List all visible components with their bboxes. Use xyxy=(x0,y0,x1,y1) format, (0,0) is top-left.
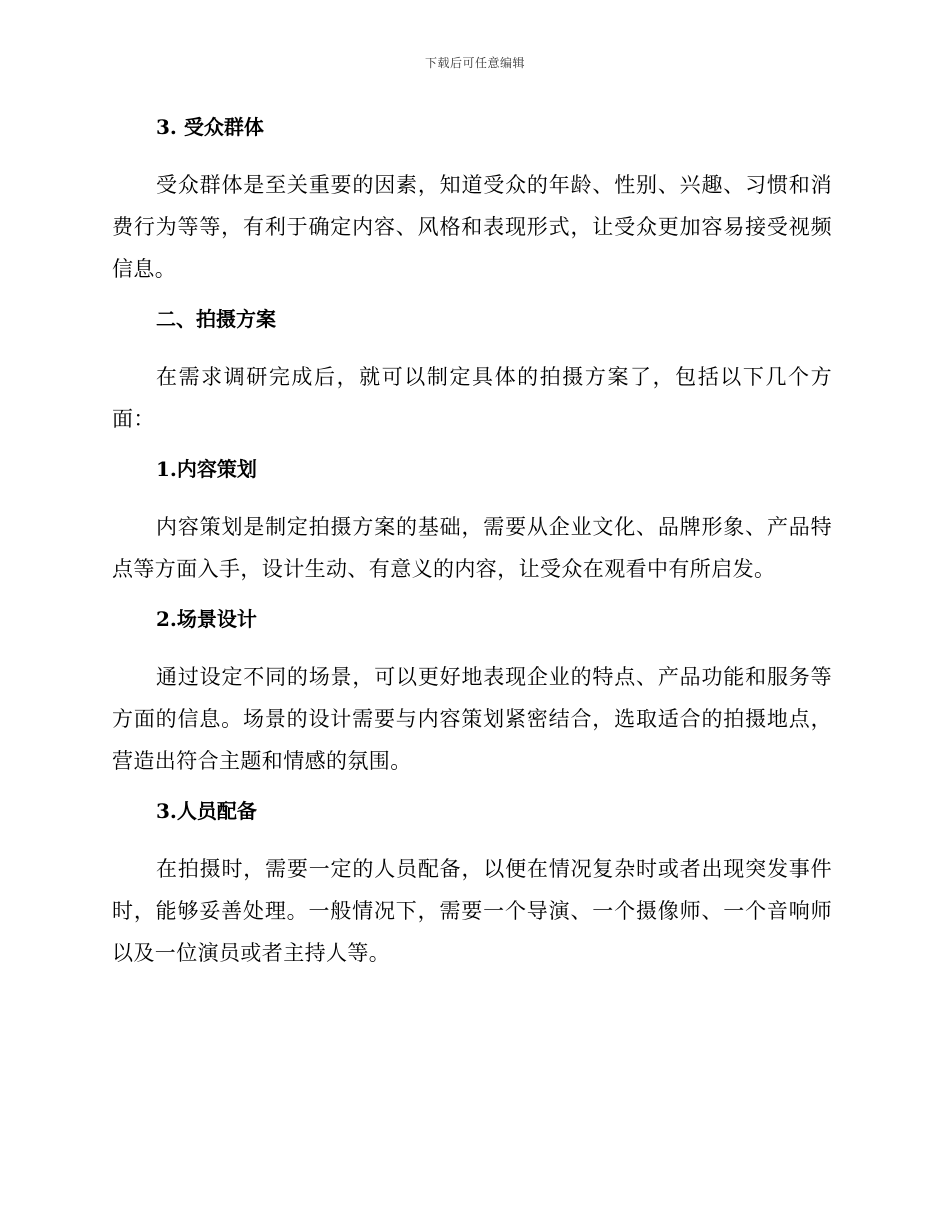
paragraph-staffing: 在拍摄时，需要一定的人员配备，以便在情况复杂时或者出现突发事件时，能够妥善处理。一般情况下，需要一个导演、一个摄像师、一个音响师以及一位演员或者主持人等。 xyxy=(112,857,832,965)
section-heading-scene-design: 2.场景设计 xyxy=(156,607,257,631)
paragraph-scene-design: 通过设定不同的场景，可以更好地表现企业的特点、产品功能和服务等方面的信息。场景的设计需要与内容策划紧密结合，选取适合的拍摄地点，营造出符合主题和情感的氛围。 xyxy=(112,665,832,773)
document-body xyxy=(112,112,832,974)
section-heading-shooting-plan: 二、拍摄方案 xyxy=(156,307,276,331)
paragraph-content-planning: 内容策划是制定拍摄方案的基础，需要从企业文化、品牌形象、产品特点等方面入手，设计生动、有意义的内容，让受众在观看中有所启发。 xyxy=(112,515,832,581)
section-heading-content-planning: 1.内容策划 xyxy=(156,457,257,481)
page-header-note: 下载后可任意编辑 xyxy=(424,56,525,70)
section-heading-audience: 3. 受众群体 xyxy=(156,115,264,139)
section-heading-staffing: 3.人员配备 xyxy=(156,799,257,823)
paragraph-shooting-plan: 在需求调研完成后，就可以制定具体的拍摄方案了，包括以下几个方面： xyxy=(112,365,832,431)
paragraph-audience: 受众群体是至关重要的因素，知道受众的年龄、性别、兴趣、习惯和消费行为等等，有利于确定内容、风格和表现形式，让受众更加容易接受视频信息。 xyxy=(112,173,832,281)
